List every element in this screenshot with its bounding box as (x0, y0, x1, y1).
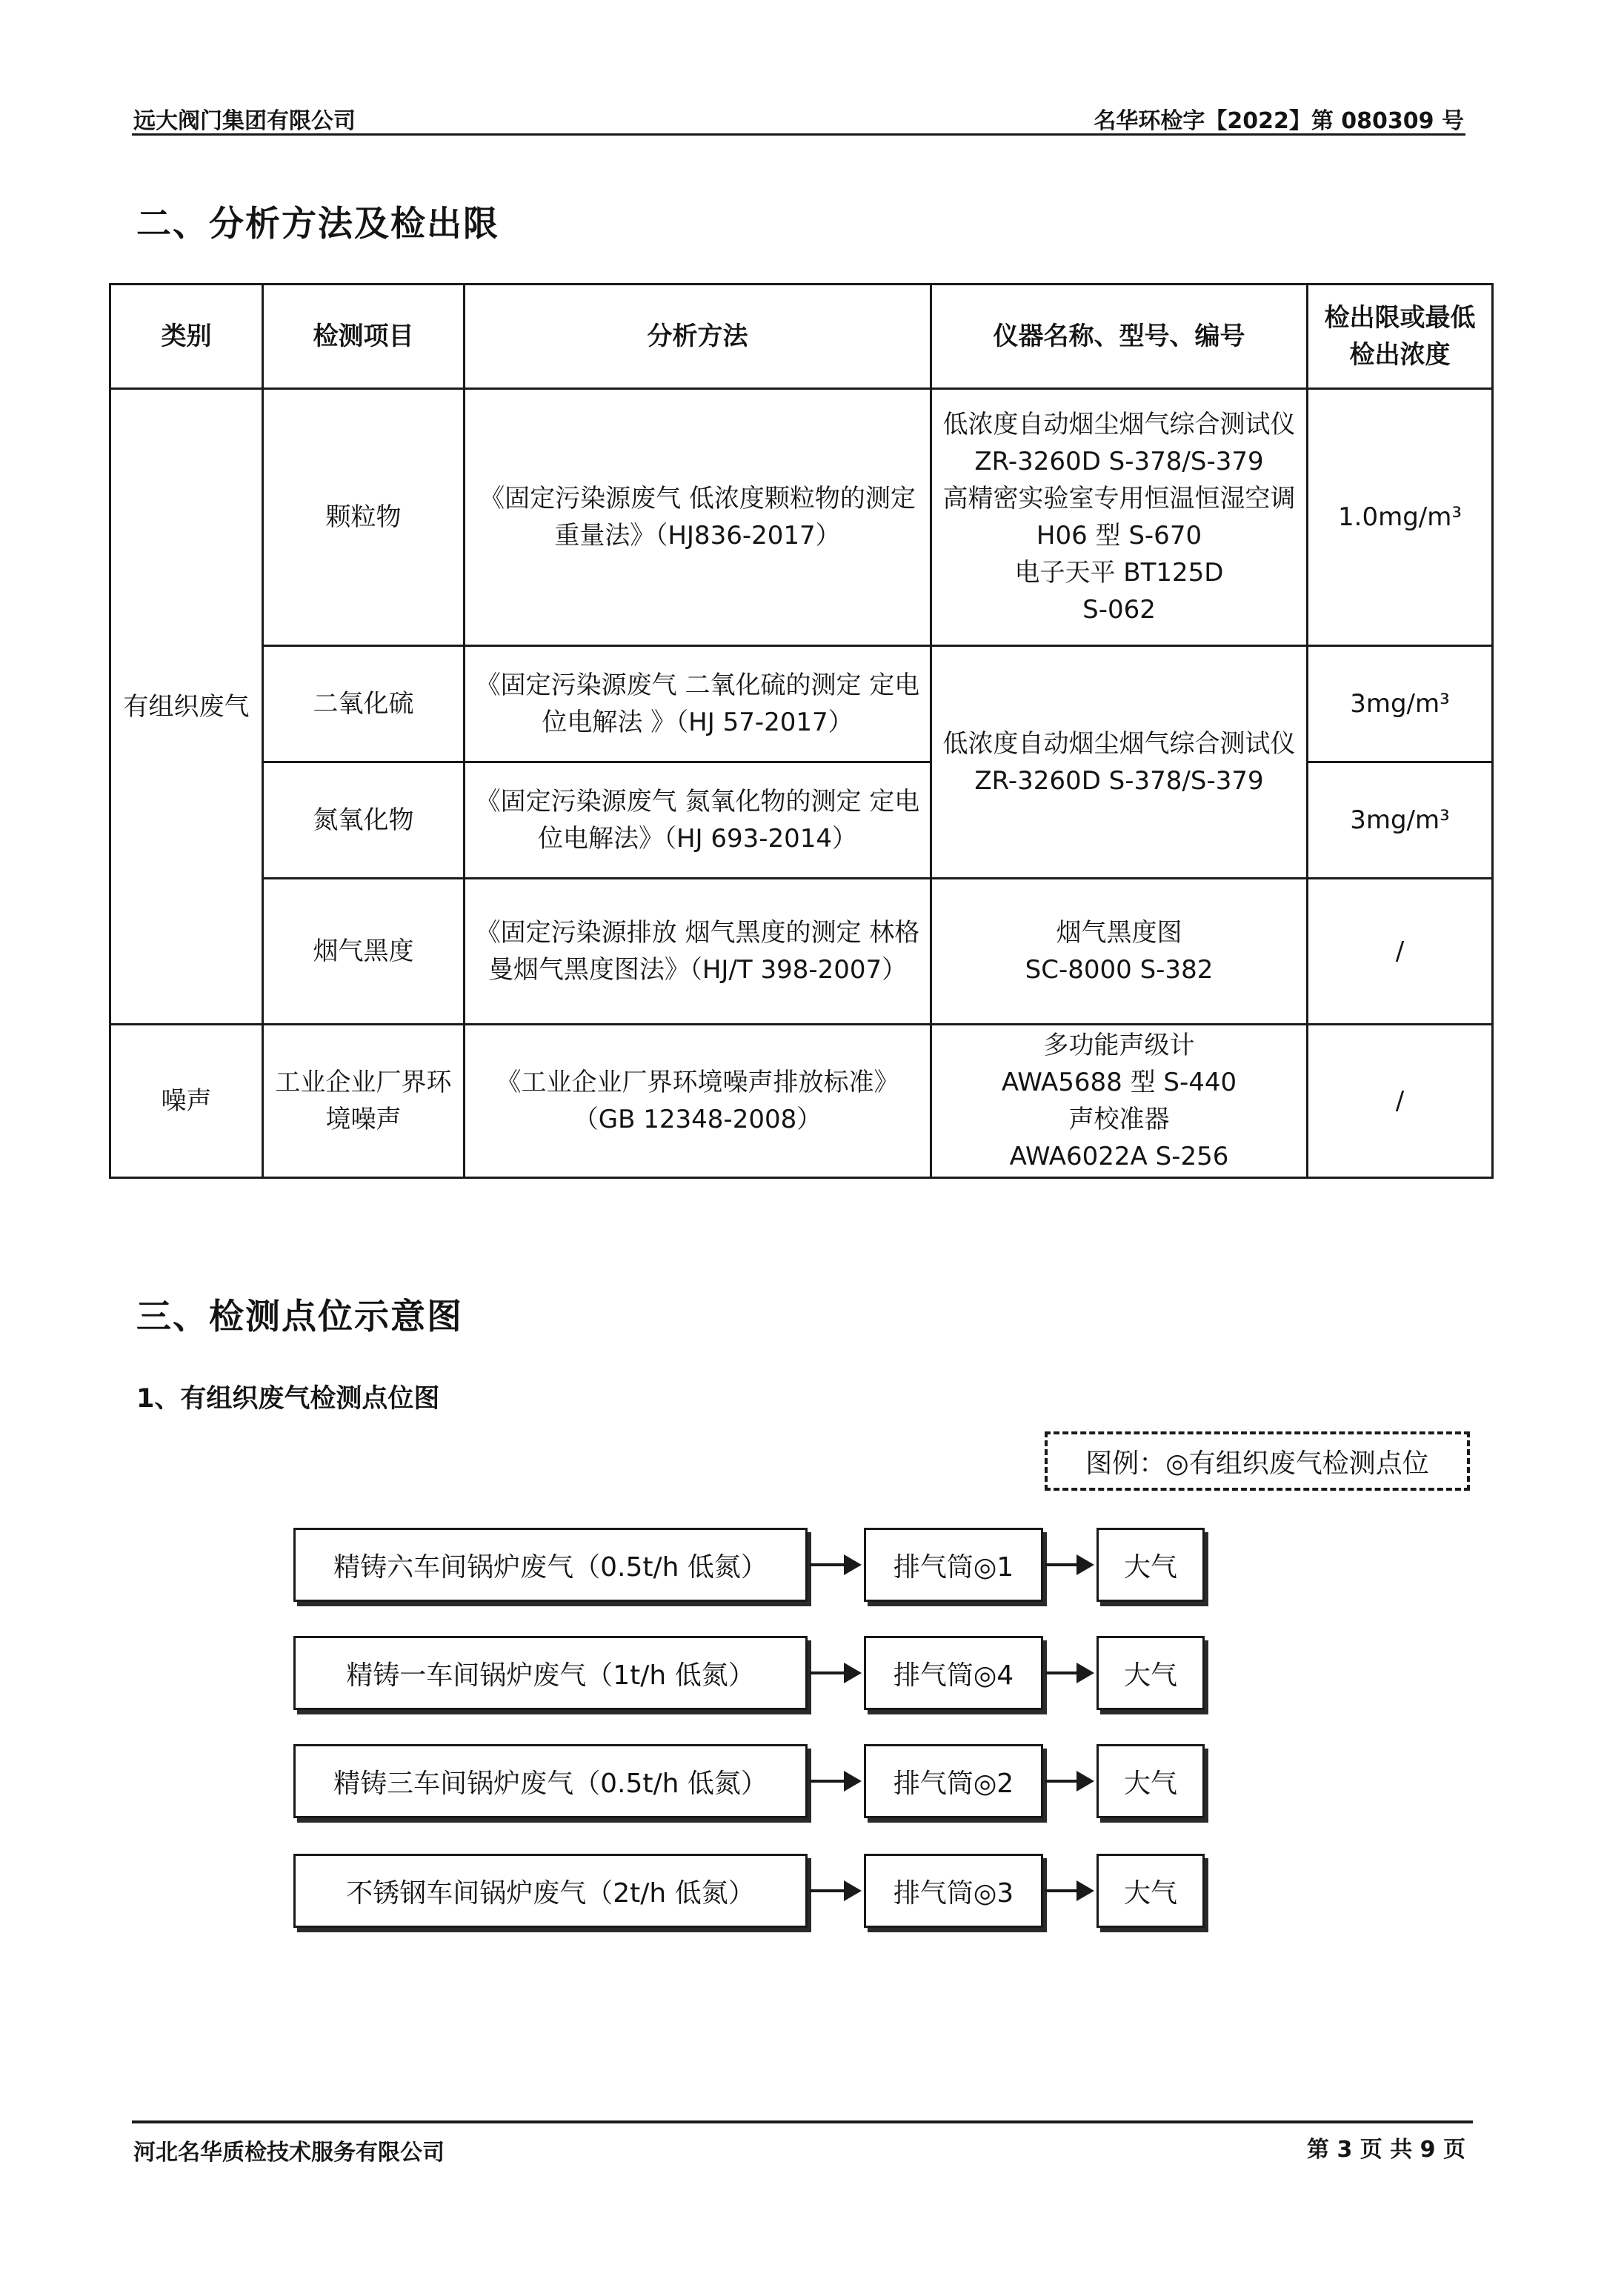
flow-row (0, 1744, 1624, 1826)
arrow-right-icon (810, 1780, 859, 1783)
emission-source-box: 精铸一车间锅炉废气（1t/h 低氮） (293, 1636, 808, 1710)
col-header-instrument: 仪器名称、型号、编号 (931, 285, 1308, 389)
issuer-name: 河北名华质检技术服务有限公司 (133, 2140, 445, 2166)
flow-row (0, 1854, 1624, 1935)
instrument-line: 多功能声级计 (1043, 1031, 1195, 1060)
category-cell: 噪声 (110, 1025, 263, 1178)
page-number: 第 3 页 共 9 页 (1307, 2137, 1465, 2163)
col-header-method: 分析方法 (465, 285, 931, 389)
instrument-line: 烟气黑度图 (1056, 918, 1182, 948)
section-3-title: 三、检测点位示意图 (136, 1297, 463, 1337)
col-header-limit: 检出限或最低检出浓度 (1308, 285, 1493, 389)
arrow-right-icon (1045, 1563, 1091, 1566)
atmosphere-box: 大气 (1096, 1854, 1205, 1928)
limit-cell: / (1308, 1025, 1493, 1178)
flow-row (0, 1636, 1624, 1717)
table-row (110, 389, 1493, 646)
atmosphere-box: 大气 (1096, 1636, 1205, 1710)
method-cell: 《固定污染源废气 氮氧化物的测定 定电位电解法》（HJ 693-2014） (465, 762, 931, 879)
method-cell: 《固定污染源废气 二氧化硫的测定 定电位电解法 》（HJ 57-2017） (465, 646, 931, 762)
instrument-line: ZR-3260D S-378/S-379 (974, 765, 1264, 796)
col-header-category: 类别 (110, 285, 263, 389)
item-cell: 颗粒物 (263, 389, 465, 646)
instrument-line: AWA5688 型 S-440 (1001, 1068, 1237, 1097)
col-header-item: 检测项目 (263, 285, 465, 389)
instrument-line: S-062 (1082, 595, 1156, 625)
instrument-line: SC-8000 S-382 (1025, 955, 1214, 985)
page-footer (132, 2120, 1473, 2168)
limit-cell: 1.0mg/m³ (1308, 389, 1493, 646)
instrument-cell (931, 646, 1308, 879)
method-cell: 《固定污染源排放 烟气黑度的测定 林格曼烟气黑度图法》（HJ/T 398-2007） (465, 879, 931, 1025)
arrow-right-icon (1045, 1671, 1091, 1674)
instrument-line: 声校准器 (1068, 1105, 1170, 1134)
company-name: 远大阀门集团有限公司 (133, 108, 356, 134)
table-row (110, 879, 1493, 1025)
instrument-cell (931, 389, 1308, 646)
atmosphere-box: 大气 (1096, 1744, 1205, 1818)
item-cell: 烟气黑度 (263, 879, 465, 1025)
flow-row (0, 1528, 1624, 1609)
instrument-cell (931, 879, 1308, 1025)
exhaust-stack-box: 排气筒◎3 (864, 1854, 1043, 1928)
instrument-line: 电子天平 BT125D (1014, 558, 1224, 588)
arrow-right-icon (810, 1889, 859, 1892)
report-number: 名华环检字【2022】第 080309 号 (1094, 108, 1464, 134)
arrow-right-icon (810, 1563, 859, 1566)
category-cell: 有组织废气 (110, 389, 263, 1025)
exhaust-stack-box: 排气筒◎4 (864, 1636, 1043, 1710)
section-2-title: 二、分析方法及检出限 (136, 204, 499, 245)
emission-source-box: 精铸三车间锅炉废气（0.5t/h 低氮） (293, 1744, 808, 1818)
instrument-cell (931, 1025, 1308, 1178)
limit-cell: 3mg/m³ (1308, 646, 1493, 762)
exhaust-stack-box: 排气筒◎2 (864, 1744, 1043, 1818)
subsection-title: 1、有组织废气检测点位图 (136, 1384, 440, 1414)
table-row (110, 646, 1493, 762)
limit-cell: / (1308, 879, 1493, 1025)
item-cell: 工业企业厂界环境噪声 (263, 1025, 465, 1178)
exhaust-stack-box: 排气筒◎1 (864, 1528, 1043, 1602)
table-row (110, 1025, 1493, 1178)
emission-source-box: 精铸六车间锅炉废气（0.5t/h 低氮） (293, 1528, 808, 1602)
instrument-line: ZR-3260D S-378/S-379 (974, 447, 1264, 476)
page-header (132, 98, 1465, 136)
atmosphere-box: 大气 (1096, 1528, 1205, 1602)
instrument-line: 低浓度自动烟尘烟气综合测试仪 (942, 728, 1296, 759)
analysis-methods-table (109, 283, 1494, 1179)
method-cell: 《固定污染源废气 低浓度颗粒物的测定 重量法》（HJ836-2017） (465, 389, 931, 646)
instrument-line: AWA6022A S-256 (1009, 1142, 1229, 1171)
diagram-legend: 图例：◎有组织废气检测点位 (1045, 1431, 1470, 1491)
arrow-right-icon (1045, 1780, 1091, 1783)
instrument-line: 高精密实验室专用恒温恒湿空调 H06 型 S-670 (942, 484, 1296, 550)
table-header-row (110, 285, 1493, 389)
method-cell: 《工业企业厂界环境噪声排放标准》 （GB 12348-2008） (465, 1025, 931, 1178)
emission-source-box: 不锈钢车间锅炉废气（2t/h 低氮） (293, 1854, 808, 1928)
arrow-right-icon (810, 1671, 859, 1674)
item-cell: 二氧化硫 (263, 646, 465, 762)
instrument-line: 低浓度自动烟尘烟气综合测试仪 (942, 410, 1296, 439)
limit-cell: 3mg/m³ (1308, 762, 1493, 879)
arrow-right-icon (1045, 1889, 1091, 1892)
item-cell: 氮氧化物 (263, 762, 465, 879)
